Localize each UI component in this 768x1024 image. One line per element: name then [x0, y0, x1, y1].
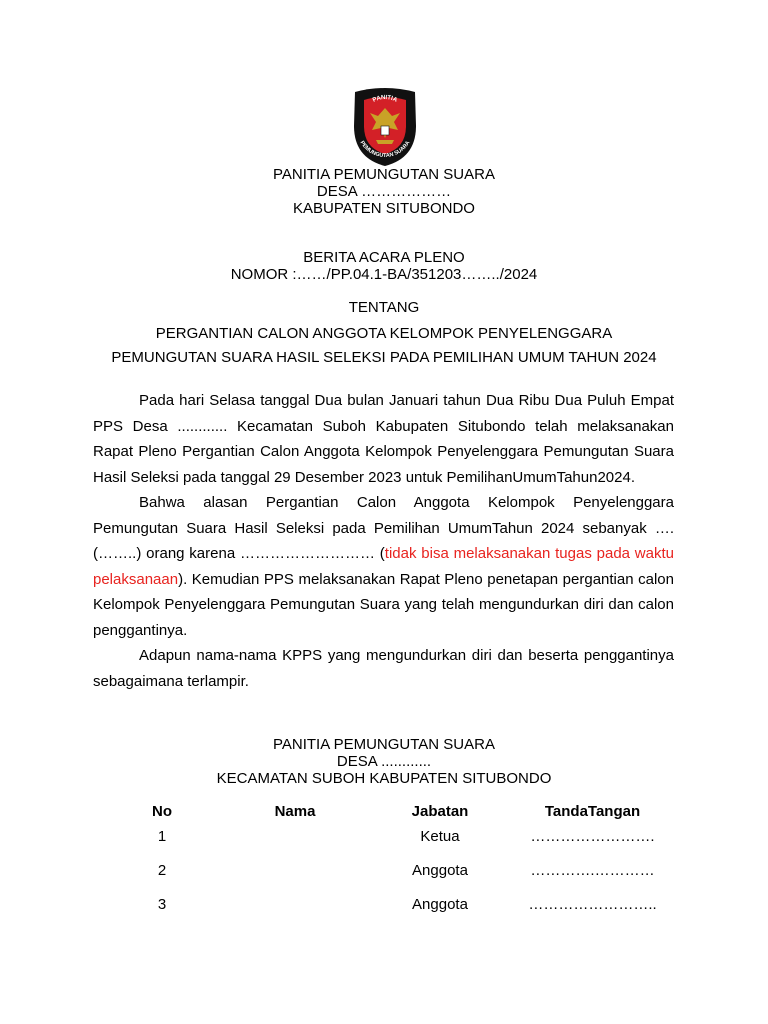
table-row-2-signature: ………….…………	[530, 862, 655, 879]
logo-bottom-text: PEMUNGUTAN SUARA	[358, 140, 412, 160]
footer-village: DESA ............	[336, 753, 432, 770]
table-row-2-jabatan: Anggota	[412, 862, 468, 879]
paragraph-2-red-reason: tidak bisa melaksanakan tugas pada waktu pelaksanaan	[93, 545, 674, 588]
table-header-jabatan: Jabatan	[411, 803, 469, 820]
doc-body	[93, 388, 674, 694]
paragraph-1: Pada hari Selasa tanggal Dua bulan Januari tahun Dua Ribu Dua Puluh Empat PPS Desa ............ Kecamatan Suboh Kabupaten Situbondo telah melaksanakan Rapat Pleno Pergantian Calon Anggota Kelompok Penyelenggara Pemungutan Suara Hasil Seleksi pada tanggal 29 Desember 2023 untuk PemilihanUmumTahun2024.	[93, 392, 674, 486]
table-row-3-signature: ……………………..	[528, 896, 657, 913]
table-row-2-no: 2	[157, 862, 167, 879]
table-header-tandatangan: TandaTangan	[544, 803, 641, 820]
paragraph-2-text-b: ). Kemudian PPS melaksanakan Rapat Pleno penetapan pergantian calon Kelompok Penyelenggara Pemungutan Suara yang telah mengundurkan diri dan calon penggantinya.	[93, 570, 674, 639]
paragraph-2	[93, 490, 674, 643]
header-committee: PANITIA PEMUNGUTAN SUARA	[273, 166, 495, 183]
footer-district: KECAMATAN SUBOH KABUPATEN SITUBONDO	[216, 770, 552, 787]
doc-subject-line2: PEMUNGUTAN SUARA HASIL SELEKSI PADA PEMILIHAN UMUM TAHUN 2024	[111, 349, 657, 366]
table-row-1-jabatan: Ketua	[420, 828, 460, 845]
doc-about-label: TENTANG	[348, 299, 420, 316]
footer-committee: PANITIA PEMUNGUTAN SUARA	[273, 736, 495, 753]
logo-top-text: PANITIA	[371, 94, 399, 104]
table-row-3-jabatan: Anggota	[412, 896, 468, 913]
doc-number: NOMOR :……/PP.04.1-BA/351203……../2024	[230, 266, 538, 283]
table-header-no: No	[152, 803, 172, 820]
doc-title: BERITA ACARA PLENO	[303, 249, 465, 266]
table-header-nama: Nama	[274, 803, 316, 820]
paragraph-2-text-a: Bahwa alasan Pergantian Calon Anggota Kelompok Penyelenggara Pemungutan Suara Hasil Seleksi pada Pemilihan UmumTahun 2024 sebanyak …. (……..) orang karena ……………………… (	[93, 494, 674, 562]
doc-subject-line1: PERGANTIAN CALON ANGGOTA KELOMPOK PENYELENGGARA	[155, 325, 613, 342]
header-village: DESA ………………	[316, 183, 452, 200]
paragraph-3: Adapun nama-nama KPPS yang mengundurkan diri dan beserta penggantinya sebagaimana terlampir.	[93, 647, 674, 690]
table-row-1-no: 1	[157, 828, 167, 845]
pps-logo	[350, 86, 420, 168]
table-row-3-no: 3	[157, 896, 167, 913]
header-regency: KABUPATEN SITUBONDO	[293, 200, 475, 217]
table-row-1-signature: …………………….	[530, 828, 655, 845]
